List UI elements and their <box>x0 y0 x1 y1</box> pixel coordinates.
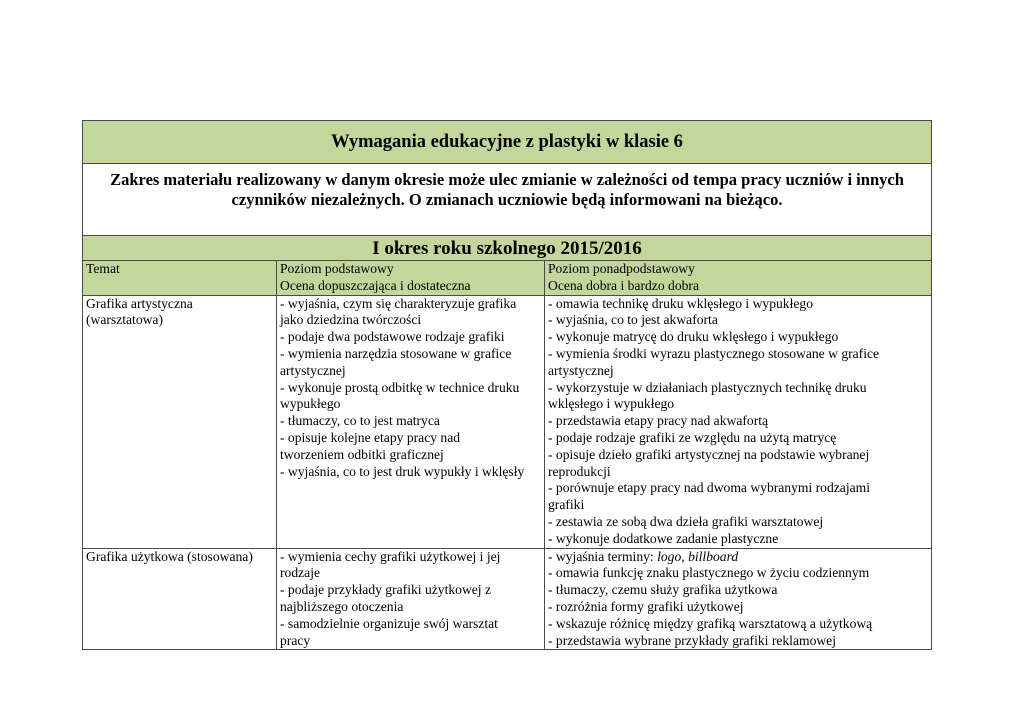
requirement-line: - opisuje dzieło grafiki artystycznej na podstawie wybranej <box>548 446 870 462</box>
topic-header <box>83 261 277 296</box>
requirement-line: wklęsłego i wypukłego <box>548 396 675 412</box>
topic-line: (warsztatowa) <box>86 312 163 328</box>
requirement-line: - tłumaczy, czemu służy grafika użytkowa <box>548 582 778 598</box>
requirement-line: - samodzielnie organizuje swój warsztat <box>280 615 498 631</box>
terms-italic: logo, billboard <box>657 548 739 564</box>
requirement-line: - wyjaśnia, co to jest druk wypukły i wklęsły <box>280 463 525 479</box>
requirement-line: artystycznej <box>548 362 614 378</box>
requirements-table <box>82 120 932 650</box>
requirement-line: rodzaje <box>280 565 320 581</box>
requirement-line: - wykonuje prostą odbitkę w technice druku <box>280 379 520 395</box>
requirement-line: - wyjaśnia, czym się charakteryzuje grafika <box>280 295 517 311</box>
requirement-line: grafiki <box>548 497 585 513</box>
advanced-requirements-cell <box>545 548 932 650</box>
requirement-line: - przedstawia wybrane przykłady grafiki reklamowej <box>548 632 836 648</box>
advanced-level-label: Poziom ponadpodstawowy <box>548 261 695 276</box>
advanced-requirements-cell <box>545 295 932 548</box>
column-header-row <box>83 261 932 296</box>
title-row <box>83 121 932 164</box>
requirement-line: pracy <box>280 632 311 648</box>
requirement-line: wypukłego <box>280 396 341 412</box>
table-row <box>83 548 932 650</box>
requirement-line: - omawia technikę druku wklęsłego i wypukłego <box>548 295 814 311</box>
requirement-line: - wykonuje dodatkowe zadanie plastyczne <box>548 530 779 546</box>
requirement-line: - podaje przykłady grafiki użytkowej z <box>280 582 492 598</box>
requirement-line: jako dziedzina twórczości <box>280 312 422 328</box>
requirement-line: - wymienia środki wyrazu plastycznego stosowane w grafice <box>548 345 880 361</box>
requirement-line: najbliższego otoczenia <box>280 598 404 614</box>
advanced-grades-label: Ocena dobra i bardzo dobra <box>548 277 699 293</box>
requirement-line: - wymienia narzędzia stosowane w grafice <box>280 345 512 361</box>
basic-requirements-cell <box>277 295 545 548</box>
requirement-line: - podaje dwa podstawowe rodzaje grafiki <box>280 329 505 345</box>
requirement-line: - wykonuje matrycę do druku wklęsłego i wypukłego <box>548 329 839 345</box>
requirement-line: reprodukcji <box>548 463 611 479</box>
requirement-line: - wyjaśnia, co to jest akwaforta <box>548 312 718 328</box>
period-heading: I okres roku szkolnego 2015/2016 <box>83 236 932 261</box>
requirement-line: - omawia funkcję znaku plastycznego w życiu codziennym <box>548 565 870 581</box>
basic-level-label: Poziom podstawowy <box>280 261 394 276</box>
requirement-line <box>548 549 928 566</box>
terms-prefix: - wyjaśnia terminy: <box>548 548 658 564</box>
topic-line: Grafika artystyczna <box>86 295 193 311</box>
topic-line: Grafika użytkowa (stosowana) <box>86 548 253 564</box>
document-title: Wymagania edukacyjne z plastyki w klasie 6 <box>83 121 932 164</box>
table-row <box>83 295 932 548</box>
advanced-level-header <box>545 261 932 296</box>
basic-requirements-cell <box>277 548 545 650</box>
notice-text: Zakres materiału realizowany w danym okresie może ulec zmianie w zależności od tempa pracy uczniów i innych czynników niezależnych. O zmianach uczniowie będą informowani na bieżąco. <box>83 164 932 236</box>
notice-row <box>83 164 932 236</box>
basic-grades-label: Ocena dopuszczająca i dostateczna <box>280 277 471 293</box>
topic-header-label: Temat <box>86 261 120 276</box>
requirement-line: - zestawia ze sobą dwa dzieła grafiki warsztatowej <box>548 513 824 529</box>
topic-cell <box>83 548 277 650</box>
topic-cell <box>83 295 277 548</box>
requirement-line: - wymienia cechy grafiki użytkowej i jej <box>280 548 501 564</box>
requirement-line: - opisuje kolejne etapy pracy nad <box>280 429 461 445</box>
requirement-line: - porównuje etapy pracy nad dwoma wybranymi rodzajami <box>548 480 870 496</box>
requirement-line: - wykorzystuje w działaniach plastycznych technikę druku <box>548 379 867 395</box>
requirement-line: - rozróżnia formy grafiki użytkowej <box>548 598 744 614</box>
requirement-line: - wskazuje różnicę między grafiką warsztatową a użytkową <box>548 615 873 631</box>
requirement-line: - tłumaczy, co to jest matryca <box>280 413 440 429</box>
basic-level-header <box>277 261 545 296</box>
requirement-line: artystycznej <box>280 362 346 378</box>
requirement-line: tworzeniem odbitki graficznej <box>280 446 444 462</box>
requirement-line: - przedstawia etapy pracy nad akwafortą <box>548 413 769 429</box>
period-row <box>83 236 932 261</box>
requirement-line: - podaje rodzaje grafiki ze względu na użytą matrycę <box>548 429 837 445</box>
